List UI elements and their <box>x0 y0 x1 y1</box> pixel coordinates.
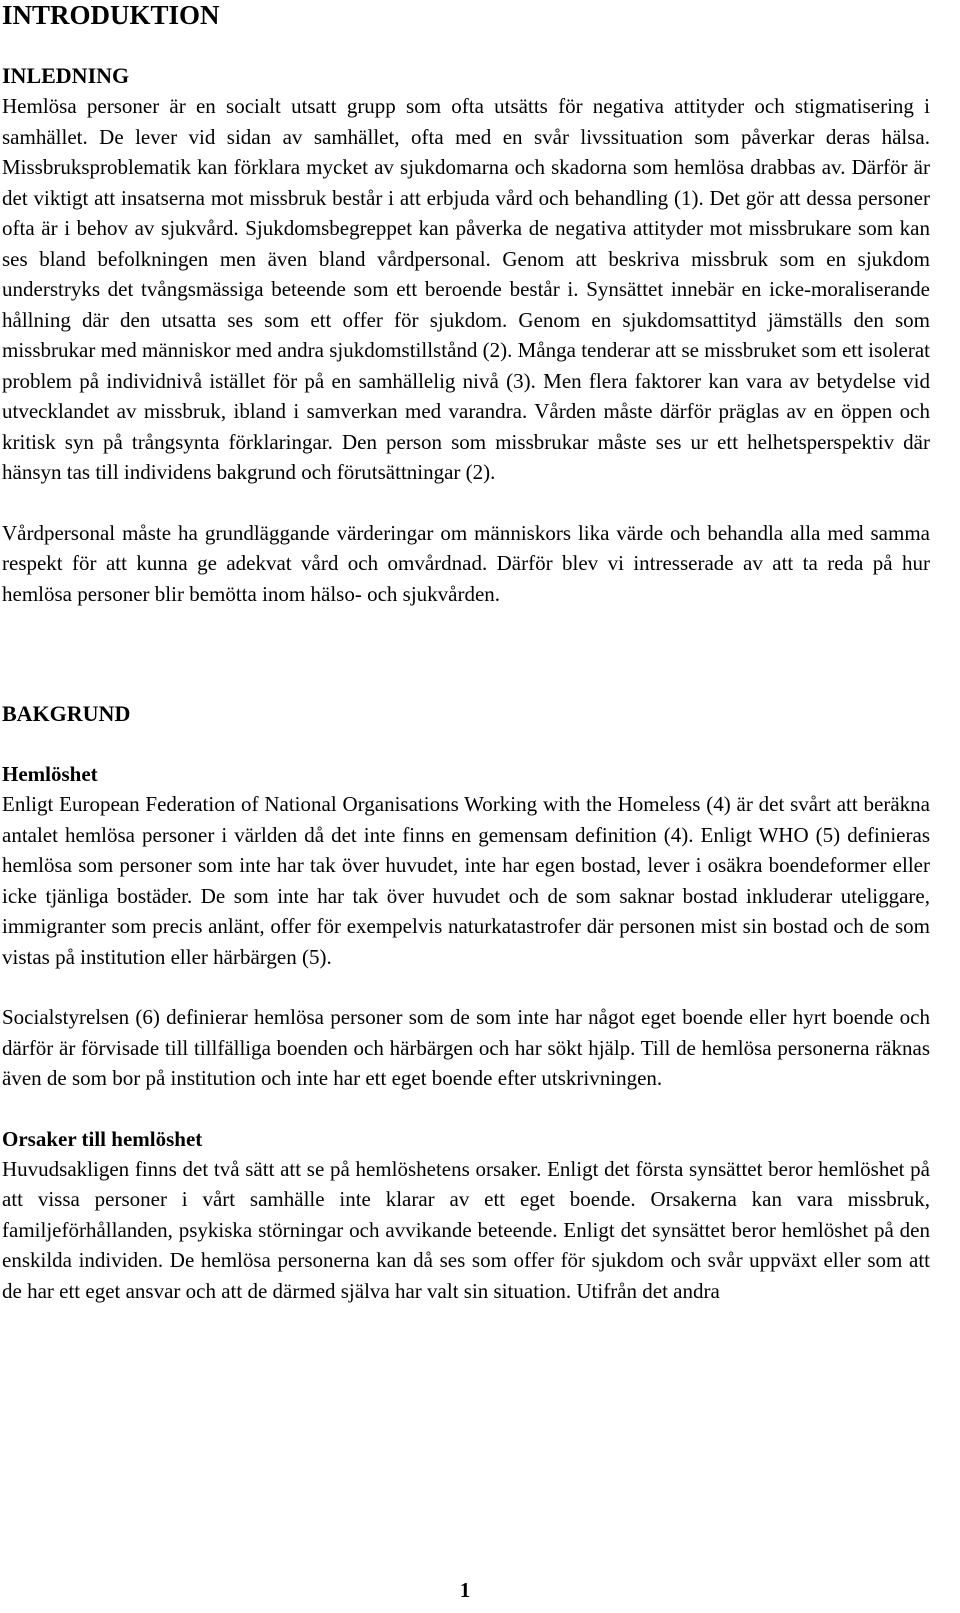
spacer <box>2 609 930 669</box>
page-number: 1 <box>459 1578 471 1602</box>
subsection-heading-hemloshet: Hemlöshet <box>2 762 98 786</box>
document-body <box>2 0 930 1306</box>
spacer <box>2 669 930 699</box>
section-heading-inledning: INLEDNING <box>2 63 130 88</box>
spacer <box>2 729 930 759</box>
paragraph-hemloshet-2: Socialstyrelsen (6) definierar hemlösa personer som de som inte har något eget boende eller hyrt boende och därför är förvisade till tillfälliga boenden och härbärgen och har sökt hjälp. Till de hemlösa personerna räknas även de som bor på institution och inte har ett eget boende efter utskrivningen. <box>2 1005 930 1090</box>
paragraph-inledning-2: Vårdpersonal måste ha grundläggande värderingar om människors lika värde och behandla alla med samma respekt för att kunna ge adekvat vård och omvårdnad. Därför blev vi intresserade av att ta reda på hur hemlösa personer blir bemötta inom hälso- och sjukvården. <box>2 520 930 606</box>
spacer <box>2 972 930 1002</box>
spacer <box>2 1094 930 1124</box>
paragraph-hemloshet-1: Enligt European Federation of National Organisations Working with the Homeless (4) är det svårt att beräkna antalet hemlösa personer i världen då det inte finns en gemensam definition (4). Enligt WHO (5) definieras hemlösa som personer som inte har tak över huvudet, inte har egen bostad, lever i osäkra boendeformer eller icke tjänliga bostäder. De som inte har tak över huvudet och de som saknar bostad inkluderar uteliggare, immigranter som precis anlänt, offer för exempelvis naturkatastrofer där personen mist sin bostad och de som vistas på institution eller härbärgen (5). <box>2 792 930 969</box>
document-title: INTRODUKTION <box>2 0 220 30</box>
paragraph-orsaker-1: Huvudsakligen finns det två sätt att se på hemlöshetens orsaker. Enligt det första synsättet beror hemlöshet på att vissa personer i vårt samhälle inte klarar av ett eget boende. Orsakerna kan vara missbruk, familjeförhållanden, psykiska störningar och avvikande beteende. Enligt det synsättet beror hemlöshet på den enskilda individen. De hemlösa personerna kan då ses som offer för sjukdom och svår uppväxt eller som att de har ett eget ansvar och att de därmed själva har valt sin situation. Utifrån det andra <box>2 1156 930 1303</box>
spacer <box>2 31 930 61</box>
paragraph-inledning-1: Hemlösa personer är en socialt utsatt grupp som ofta utsätts för negativa attityder och stigmatisering i samhället. De lever vid sidan av samhället, ofta med en svår livssituation som påverkar deras hälsa. Missbruksproblematik kan förklara mycket av sjukdomarna och skadorna som hemlösa drabbas av. Därför är det viktigt att insatserna mot missbruk består i att erbjuda vård och behandling (1). Det gör att dessa personer ofta är i behov av sjukvård. Sjukdomsbegreppet kan påverka de negativa attityder mot missbrukare som kan ses bland befolkningen men även bland vårdpersonal. Genom att beskriva missbruk som en sjukdom understryks det tvångsmässiga beteende som ett beroende består i. Synsättet innebär en icke-moraliserande hållning där den utsatta ses som ett offer för sjukdom. Genom en sjukdomsattityd jämställs den som missbrukar med människor med andra sjukdomstillstånd (2). Många tenderar att se missbruket som ett isolerat problem på individnivå istället för på en samhällelig nivå (3). Men flera faktorer kan vara av betydelse vid utvecklandet av missbruk, ibland i samverkan med varandra. Vården måste därför präglas av en öppen och kritisk syn på trångsynta förklaringar. Den person som missbrukar måste ses ur ett helhetsperspektiv där hänsyn tas till individens bakgrund och förutsättningar (2). <box>2 94 930 484</box>
subsection-heading-orsaker: Orsaker till hemlöshet <box>2 1126 203 1151</box>
section-heading-bakgrund: BAKGRUND <box>2 701 131 726</box>
spacer <box>2 488 930 518</box>
